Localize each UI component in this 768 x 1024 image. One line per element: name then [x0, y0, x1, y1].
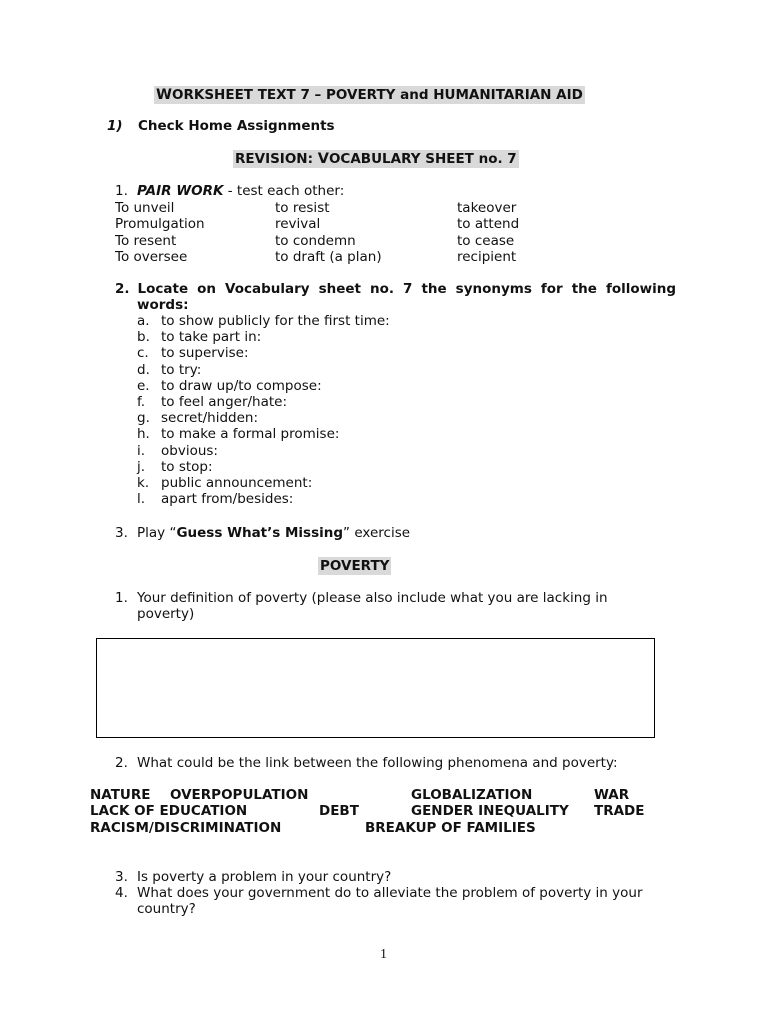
list-item-letter: i.	[137, 442, 146, 459]
list-item-text: to draw up/to compose:	[161, 377, 322, 394]
list-item-text: to show publicly for the first time:	[161, 313, 390, 329]
pq4-line1: What does your government do to alleviate the problem of poverty in your	[137, 885, 643, 901]
section-1-label: Check Home Assignments	[138, 118, 335, 134]
phenomenon-breakup: BREAKUP OF FAMILIES	[365, 820, 536, 836]
pq1-number: 1.	[115, 590, 128, 606]
list-item	[137, 491, 390, 507]
vocab-word: Promulgation	[115, 216, 205, 233]
list-item-letter: h.	[137, 426, 150, 443]
list-item-text: obvious:	[161, 442, 218, 459]
revision-heading-v: V	[317, 151, 329, 167]
revision-heading	[233, 150, 519, 168]
phenomenon-trade: TRADE	[594, 803, 645, 819]
list-item-letter: b.	[137, 329, 150, 346]
vocab-word: to condemn	[275, 232, 356, 249]
task-3-number: 3.	[115, 525, 128, 541]
title-first-letter: W	[156, 87, 172, 103]
task-1	[115, 183, 344, 199]
list-item	[137, 378, 390, 394]
list-item	[137, 362, 390, 378]
list-item	[137, 394, 390, 410]
list-item-text: to take part in:	[161, 329, 262, 346]
phenomenon-debt: DEBT	[319, 803, 359, 819]
list-item-text: to feel anger/hate:	[161, 393, 288, 410]
task-1-number: 1.	[115, 183, 128, 199]
list-item	[137, 410, 390, 426]
phenomenon-overpopulation: OVERPOPULATION	[170, 787, 309, 803]
page-number: 1	[380, 947, 387, 962]
vocab-column-1	[115, 200, 205, 265]
task-3-before: Play “	[137, 525, 177, 541]
list-item-text: apart from/besides:	[161, 491, 294, 508]
revision-heading-part2: OCABULARY SHEET no. 7	[328, 151, 517, 167]
poverty-question-3	[115, 869, 391, 885]
phenomenon-globalization: GLOBALIZATION	[411, 787, 533, 803]
task-2-instruction	[115, 281, 676, 297]
list-item-letter: d.	[137, 361, 150, 378]
task-2-number: 2.	[115, 281, 130, 297]
list-item-text: public announcement:	[161, 474, 313, 491]
pq4-number: 4.	[115, 885, 128, 901]
list-item-text: to try:	[161, 361, 202, 378]
phenomenon-war: WAR	[594, 787, 630, 803]
list-item-text: secret/hidden:	[161, 410, 259, 427]
list-item-letter: a.	[137, 313, 150, 329]
list-item	[137, 459, 390, 475]
definition-answer-box[interactable]	[96, 638, 655, 738]
task-1-label-rest: - test each other:	[223, 183, 345, 199]
revision-heading-part1: REVISION:	[235, 151, 318, 167]
task-2-line2: words:	[137, 297, 189, 313]
pq3-number: 3.	[115, 869, 128, 885]
vocab-word: To oversee	[115, 248, 188, 265]
list-item	[137, 426, 390, 442]
list-item	[137, 329, 390, 345]
vocab-word: revival	[275, 216, 321, 233]
phenomenon-gender-inequality: GENDER INEQUALITY	[411, 803, 569, 819]
list-item-text: to supervise:	[161, 345, 249, 362]
list-item-text: to make a formal promise:	[161, 426, 340, 443]
pq2-text: What could be the link between the following phenomena and poverty:	[137, 755, 618, 771]
list-item	[137, 345, 390, 361]
pq1-line1: Your definition of poverty (please also include what you are lacking in	[137, 590, 608, 606]
pq2-number: 2.	[115, 755, 128, 771]
vocab-word: To resent	[115, 232, 177, 249]
list-item-text: to stop:	[161, 458, 213, 475]
list-item-letter: f.	[137, 393, 146, 410]
list-item	[137, 313, 390, 329]
list-item-letter: l.	[137, 491, 146, 508]
synonym-list	[137, 313, 390, 507]
phenomenon-lack-of-education: LACK OF EDUCATION	[90, 803, 248, 819]
pq1-line2: poverty)	[137, 606, 195, 622]
section-1	[107, 118, 335, 134]
task-3-exercise-name: Guess What’s Missing	[176, 525, 344, 541]
poverty-question-4	[115, 885, 643, 901]
vocab-word: to resist	[275, 200, 330, 216]
list-item-letter: g.	[137, 410, 150, 427]
pq3-text: Is poverty a problem in your country?	[137, 869, 392, 885]
task-3-after: ” exercise	[343, 525, 411, 541]
phenomenon-nature: NATURE	[90, 787, 151, 803]
title-text: ORKSHEET TEXT 7 – POVERTY and HUMANITARIAN AID	[172, 87, 583, 103]
task-3	[115, 525, 410, 541]
vocab-column-2	[275, 200, 382, 265]
poverty-heading: POVERTY	[320, 558, 390, 574]
poverty-question-2	[115, 755, 618, 771]
poverty-question-1	[115, 590, 608, 606]
list-item-letter: c.	[137, 345, 149, 362]
list-item-letter: j.	[137, 458, 146, 475]
worksheet-title	[154, 86, 585, 104]
vocab-word: To unveil	[115, 200, 175, 216]
vocab-word: takeover	[457, 200, 517, 216]
vocab-column-3	[457, 200, 519, 265]
list-item-letter: e.	[137, 377, 150, 394]
list-item	[137, 443, 390, 459]
task-2-line1: Locate on Vocabulary sheet no. 7 the synonyms for the following	[137, 281, 676, 297]
pq4-line2: country?	[137, 901, 196, 917]
list-item	[137, 475, 390, 491]
vocab-word: recipient	[457, 248, 517, 265]
vocab-word: to attend	[457, 216, 520, 233]
phenomenon-racism: RACISM/DISCRIMINATION	[90, 820, 282, 836]
list-item-letter: k.	[137, 474, 150, 491]
task-1-label-italic: PAIR WORK	[137, 183, 224, 199]
vocab-word: to cease	[457, 232, 515, 249]
section-1-number: 1)	[107, 118, 123, 134]
vocab-word: to draft (a plan)	[275, 248, 382, 265]
